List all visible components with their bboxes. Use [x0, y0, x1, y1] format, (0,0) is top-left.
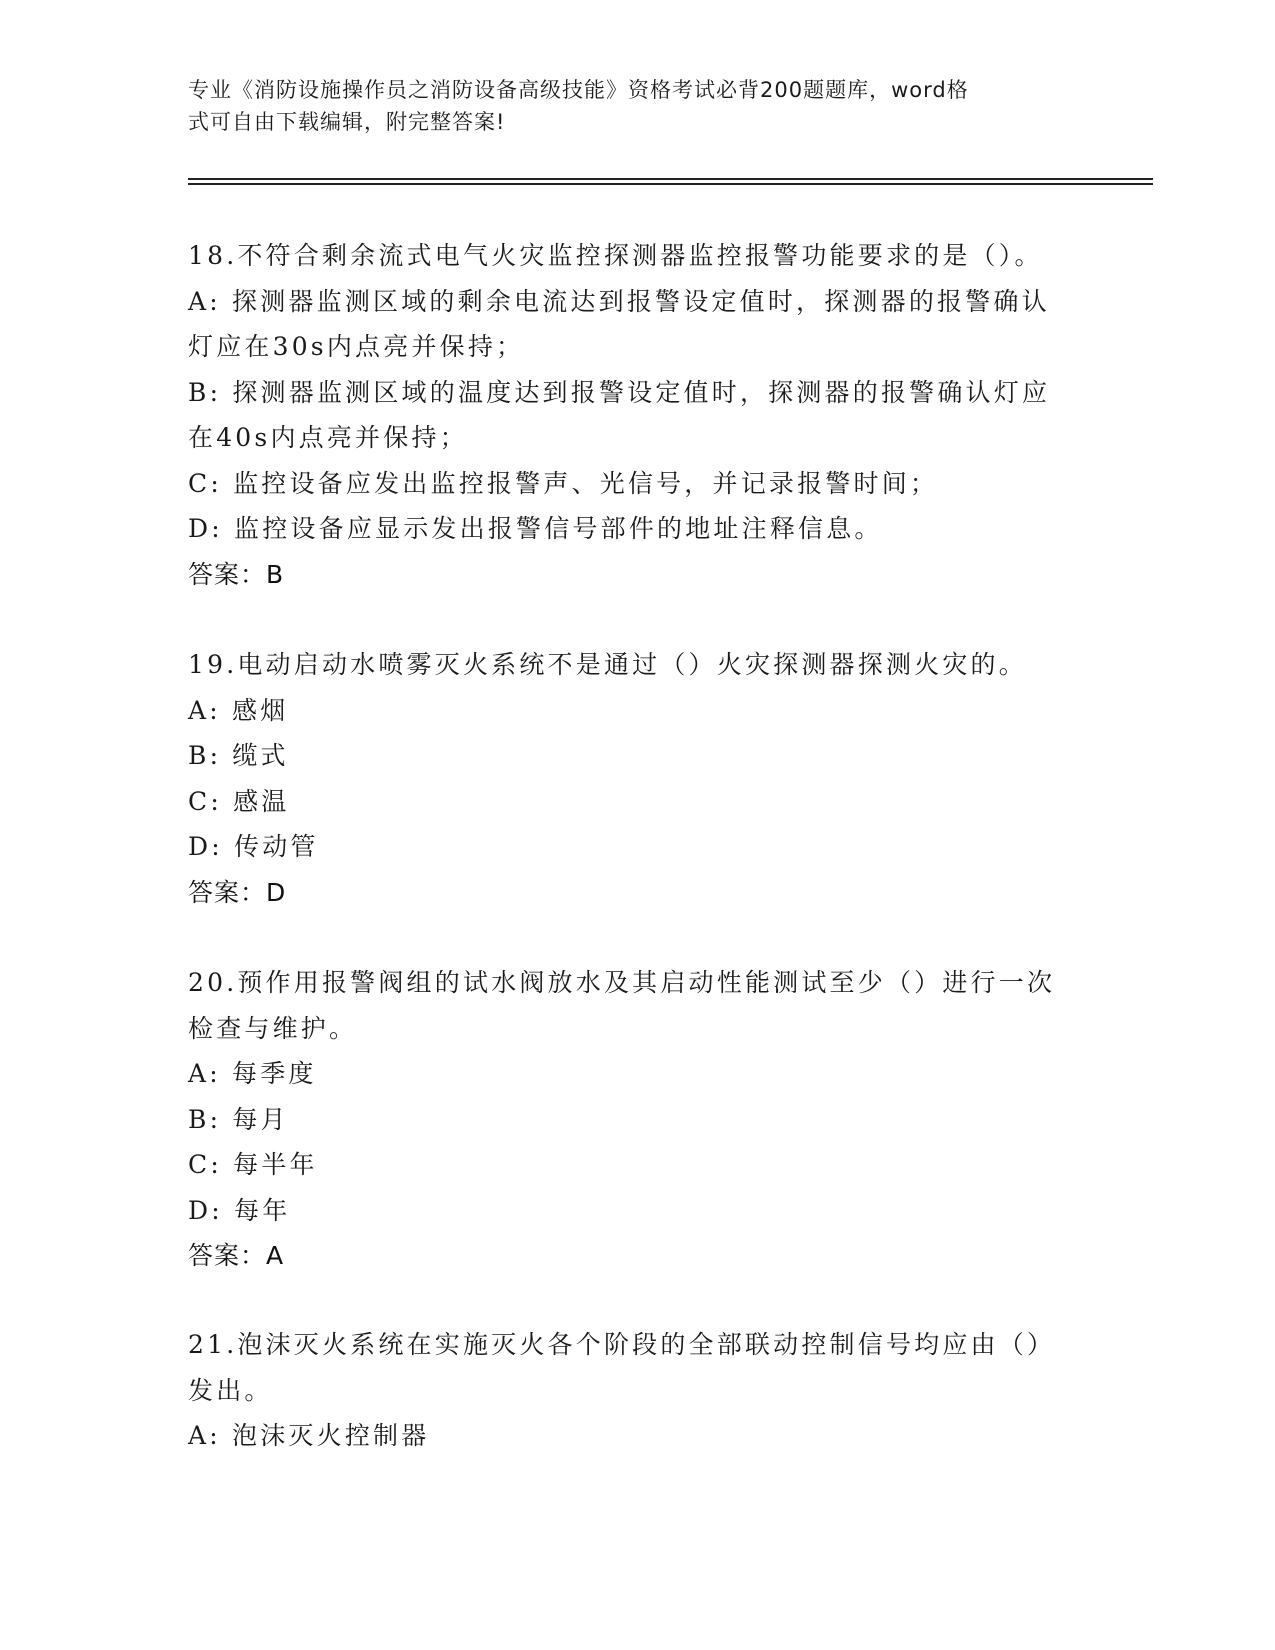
- question-20: [188, 960, 1068, 1279]
- question-stem: 18.不符合剩余流式电气火灾监控探测器监控报警功能要求的是（）。: [188, 241, 1043, 270]
- question-stem: 19.电动启动水喷雾灭火系统不是通过（）火灾探测器探测火灾的。: [188, 650, 1027, 679]
- option-d: D: 每年: [188, 1195, 291, 1225]
- question-stem-line-2: 检查与维护。: [188, 1013, 358, 1043]
- answer-label: 答案：A: [188, 1241, 285, 1270]
- option-a: A: 泡沫灭火控制器: [188, 1421, 430, 1450]
- question-stem-line-1: 20.预作用报警阀组的试水阀放水及其启动性能测试至少（）进行一次: [188, 968, 1056, 997]
- option-c: C: 监控设备应发出监控报警声、光信号，并记录报警时间；: [188, 468, 939, 498]
- option-a: A: 感烟: [188, 695, 289, 725]
- option-b: B: 缆式: [188, 741, 289, 770]
- option-a: A: 每季度: [188, 1059, 317, 1088]
- question-stem-line-1: 21.泡沫灭火系统在实施灭火各个阶段的全部联动控制信号均应由（）: [188, 1330, 1056, 1359]
- option-a-line-2: 灯应在30s内点亮并保持；: [188, 332, 525, 361]
- option-b-line-2: 在40s内点亮并保持；: [188, 423, 468, 452]
- option-a-line-1: A: 探测器监测区域的剩余电流达到报警设定值时，探测器的报警确认: [188, 286, 1050, 316]
- document-header: [188, 74, 1068, 138]
- question-21: [188, 1322, 1068, 1459]
- question-stem-line-2: 发出。: [188, 1375, 273, 1405]
- question-19: [188, 642, 1068, 915]
- question-18: [188, 233, 1068, 597]
- header-line-1: 专业《消防设施操作员之消防设备高级技能》资格考试必背200题题库，word格: [188, 78, 969, 102]
- option-b-line-1: B: 探测器监测区域的温度达到报警设定值时，探测器的报警确认灯应: [188, 377, 1051, 407]
- answer-label: 答案：D: [188, 877, 287, 907]
- header-divider-top: [188, 178, 1153, 180]
- option-d: D: 传动管: [188, 832, 319, 861]
- option-b: B: 每月: [188, 1104, 289, 1134]
- answer-label: 答案：B: [188, 559, 285, 589]
- option-c: C: 感温: [188, 786, 290, 816]
- option-c: C: 每半年: [188, 1150, 318, 1179]
- header-divider-bottom: [188, 183, 1153, 185]
- header-line-2: 式可自由下载编辑，附完整答案!: [188, 110, 506, 134]
- option-d: D: 监控设备应显示发出报警信号部件的地址注释信息。: [188, 514, 883, 543]
